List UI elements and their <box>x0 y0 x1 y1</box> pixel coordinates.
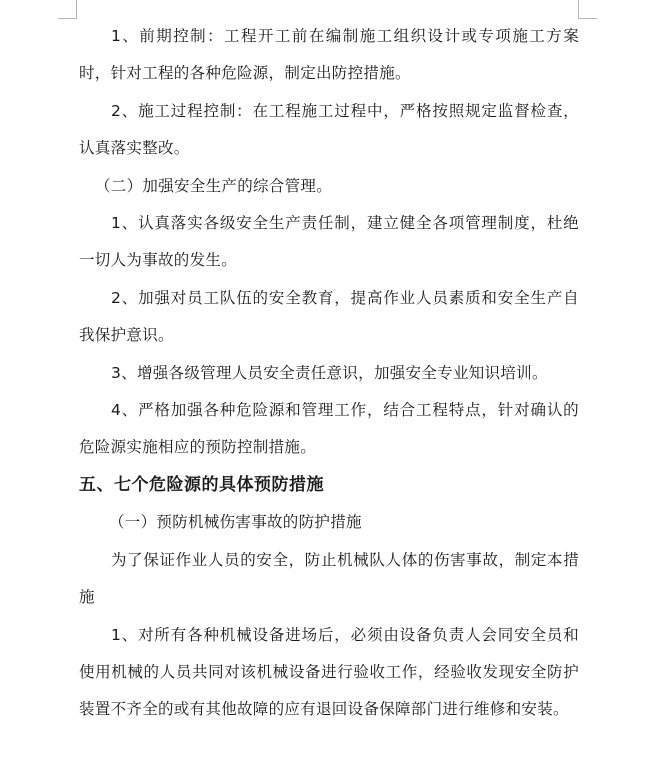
page-corner-mark-left <box>58 0 77 19</box>
paragraph-purpose: 为了保证作业人员的安全，防止机械队人体的伤害事故，制定本措施 <box>79 550 579 607</box>
paragraph-process-control: 2、施工过程控制：在工程施工过程中，严格按照规定监督检查，认真落实整改。 <box>79 101 579 158</box>
paragraph-pre-control: 1、前期控制：工程开工前在编制施工组织设计或专项施工方案时，针对工程的各种危险源，制定出防控措施。 <box>79 27 579 83</box>
paragraph-safety-education: 2、加强对员工队伍的安全教育，提高作业人员素质和安全生产自我保护意识。 <box>79 288 579 345</box>
page-corner-mark-right <box>578 0 597 19</box>
section-heading-hazard-measures: 五、七个危险源的具体预防措施 <box>79 474 324 495</box>
subheading-mechanical-injury: （一）预防机械伤害事故的防护措施 <box>109 513 362 532</box>
paragraph-hazard-management: 4、严格加强各种危险源和管理工作，结合工程特点，针对确认的危险源实施相应的预防控制措施。 <box>79 401 579 457</box>
paragraph-responsibility-system: 1、认真落实各级安全生产责任制，建立健全各项管理制度，杜绝一切人为事故的发生。 <box>79 214 579 270</box>
paragraph-equipment-inspection: 1、对所有各种机械设备进场后，必须由设备负责人会同安全员和使用机械的人员共同对该机械设备进行验收工作，经验收发现安全防护装置不齐全的或有其他故障的应有退回设备保障部门进行维修和安装。 <box>79 625 579 719</box>
subheading-safety-management: （二）加强安全生产的综合管理。 <box>95 176 333 195</box>
document-body <box>79 18 579 729</box>
paragraph-management-awareness: 3、增强各级管理人员安全责任意识，加强安全专业知识培训。 <box>111 363 548 382</box>
